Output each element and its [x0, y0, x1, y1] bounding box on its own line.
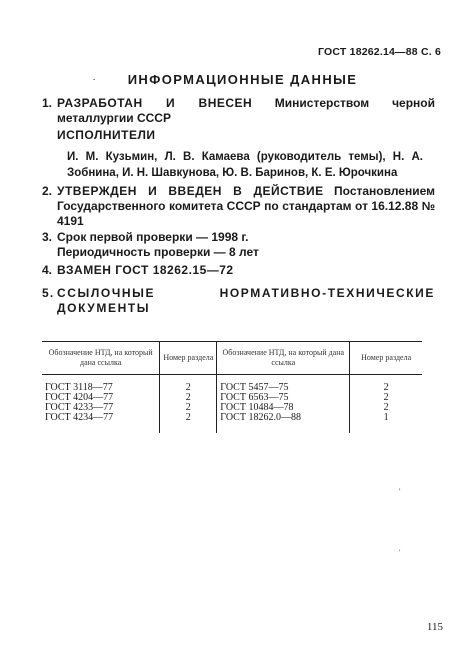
section-5-heading: ССЫЛОЧНЫЕ НОРМАТИВНО-ТЕХНИЧЕСКИЕ ДОКУМЕНТЫ — [57, 286, 435, 315]
executors-names: И. М. Кузьмин, Л. В. Камаева (руководитель темы), Н. А. Зобнина, И. Н. Шавкунова, Ю. В. Баринов, К. Е. Юрочкина — [67, 151, 423, 179]
section-1-text: Министерством черной металлургии СССР — [57, 96, 435, 125]
ntd-cell: ГОСТ 6563—75 — [217, 393, 350, 403]
section-4-number: 4. — [42, 263, 53, 277]
executors-heading: ИСПОЛНИТЕЛИ — [57, 128, 156, 142]
section-cell: 2 — [350, 375, 422, 394]
section-4 — [42, 263, 435, 278]
ntd-cell: ГОСТ 4204—77 — [45, 392, 114, 403]
section-cell: 2 — [160, 403, 217, 413]
ntd-cell: ГОСТ 10484—78 — [217, 403, 350, 413]
table-header-row — [42, 342, 422, 375]
executors-heading-block — [42, 128, 435, 143]
ntd-cell: ГОСТ 4234—77 — [45, 412, 114, 423]
header-section-number-2: Номер раздела — [350, 342, 422, 375]
ntd-cell: ГОСТ 5457—75 — [217, 375, 350, 394]
section-3 — [42, 230, 435, 260]
header-ntd-designation-1: Обозначение НТД, на который дана ссылка — [42, 342, 160, 375]
section-3-number: 3. — [42, 230, 53, 244]
section-cell: 2 — [160, 393, 217, 403]
standard-code-header: ГОСТ 18262.14—88 С. 6 — [318, 46, 441, 58]
review-period: Периодичность проверки — 8 лет — [57, 245, 259, 259]
section-2-number: 2. — [42, 184, 53, 198]
section-cell: 1 — [350, 413, 422, 433]
scan-speck: ' — [399, 487, 401, 496]
section-2-text: Постановлением Государственного комитета СССР по стандартам от 16.12.88 № 4191 — [57, 184, 435, 228]
ntd-cell: ГОСТ 18262.0—88 — [217, 413, 350, 433]
section-2 — [42, 184, 435, 229]
section-1 — [42, 96, 435, 126]
scan-speck: ' — [399, 548, 401, 557]
section-2-heading: УТВЕРЖДЕН И ВВЕДЕН В ДЕЙСТВИЕ — [57, 184, 324, 198]
table-row — [42, 375, 422, 394]
page-number: 115 — [426, 621, 443, 633]
scan-speck: . — [93, 72, 96, 82]
header-ntd-designation-2: Обозначение НТД, на который дана ссылка — [217, 342, 350, 375]
section-cell: 2 — [160, 413, 217, 433]
section-1-heading: РАЗРАБОТАН И ВНЕСЕН — [57, 96, 253, 110]
table-row — [42, 413, 422, 433]
section-cell: 2 — [350, 403, 422, 413]
section-cell: 2 — [160, 375, 217, 394]
review-deadline: Срок первой проверки — 1998 г. — [57, 230, 249, 244]
section-1-number: 1. — [42, 96, 53, 110]
ntd-cell: ГОСТ 3118—77 — [45, 382, 113, 393]
section-5-number: 5. — [42, 286, 55, 300]
references-table — [42, 341, 422, 433]
ntd-cell: ГОСТ 4233—77 — [45, 402, 114, 413]
header-section-number-1: Номер раздела — [160, 342, 217, 375]
page-title: ИНФОРМАЦИОННЫЕ ДАННЫЕ — [127, 72, 358, 87]
section-5 — [42, 286, 435, 316]
section-4-heading: ВЗАМЕН ГОСТ 18262.15—72 — [57, 263, 234, 277]
section-cell: 2 — [350, 393, 422, 403]
